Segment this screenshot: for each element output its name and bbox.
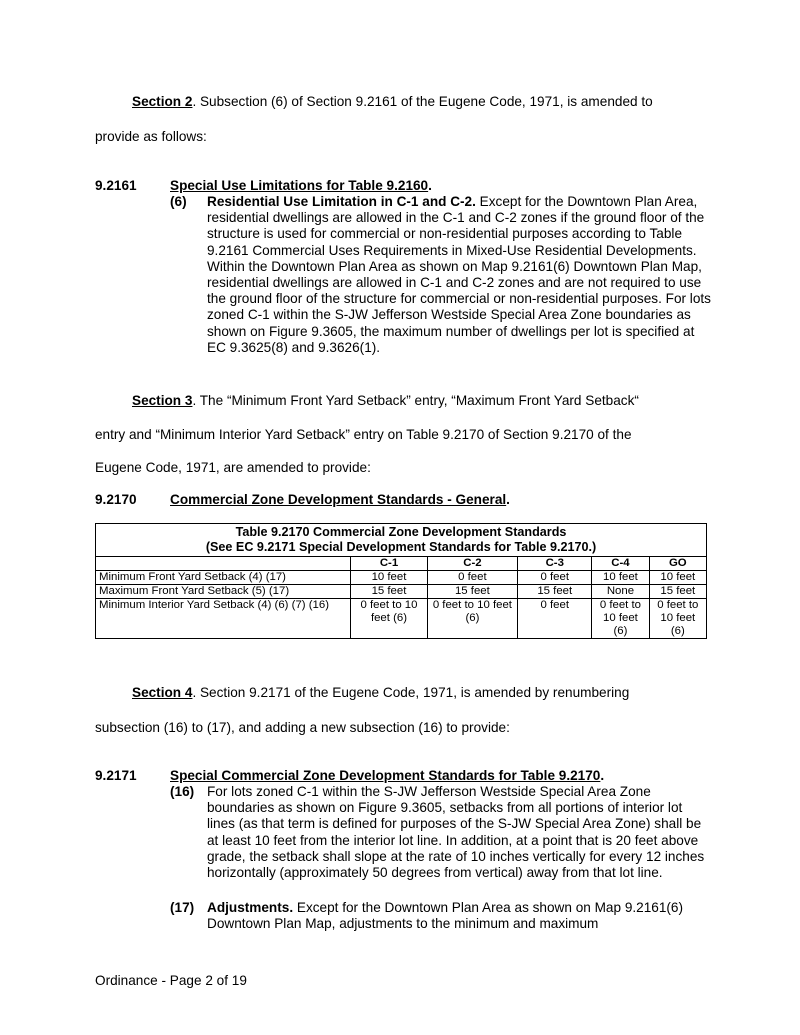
section-4-line: [132, 685, 752, 700]
row-label: Maximum Front Yard Setback (5) (17): [96, 585, 351, 599]
table-row: [96, 571, 707, 585]
subsection-16-number: (16): [170, 784, 195, 799]
code-9-2171-title: Special Commercial Zone Development Standards for Table 9.2170: [170, 768, 601, 783]
table-cell: 15 feet: [518, 585, 592, 599]
subsection-6-title: Residential Use Limitation in C-1 and C-2.: [207, 194, 476, 209]
section-3-line-3: Eugene Code, 1971, are amended to provide:: [95, 460, 371, 475]
table-cell: 10 feet: [649, 571, 706, 585]
table-title-line-1: Table 9.2170 Commercial Zone Development Standards: [235, 525, 567, 539]
table-cell: 0 feet: [518, 571, 592, 585]
subsection-6-body: Except for the Downtown Plan Area, residential dwellings are allowed in the C-1 and C-2 zones if the ground floor of the structure is used for commercial or non-residential purposes according to Table 9.2161 Commercial Uses Requirements in Mixed-Use Residential Developments. Within the Downtown Plan Area as shown on Map 9.2161(6) Downtown Plan Map, residential dwellings are allowed in C-1 and C-2 zones and are not required to use the ground floor of the structure for commercial or non-residential purposes. For lots zoned C-1 within the S-JW Jefferson Westside Special Area Zone boundaries as shown on Figure 9.3605, the maximum number of dwellings per lot is specified at EC 9.3625(8) and 9.3626(1).: [207, 194, 711, 355]
column-header: C-2: [427, 557, 518, 571]
code-9-2170-number: 9.2170: [95, 492, 137, 507]
subsection-17-text: [207, 900, 712, 932]
table-title-line-2: (See EC 9.2171 Special Development Standards for Table 9.2170.): [205, 540, 597, 554]
section-2-continuation: provide as follows:: [95, 129, 207, 144]
subsection-6-text: [207, 194, 712, 356]
table-title: [96, 524, 707, 557]
code-9-2161-heading: Special Use Limitations for Table 9.2160.: [170, 178, 432, 193]
section-3-line: [132, 393, 752, 408]
section-4-continuation: subsection (16) to (17), and adding a new subsection (16) to provide:: [95, 720, 510, 735]
subsection-17-body: Except for the Downtown Plan Area as shown on Map 9.2161(6) Downtown Plan Map, adjustments to the minimum and maximum: [207, 900, 684, 932]
section-3-text: . The “Minimum Front Yard Setback” entry, “Maximum Front Yard Setback“: [192, 393, 639, 408]
section-2-text: . Subsection (6) of Section 9.2161 of the Eugene Code, 1971, is amended to: [192, 94, 653, 109]
code-9-2170-heading: Commercial Zone Development Standards - General.: [170, 492, 510, 507]
column-header: C-4: [592, 557, 649, 571]
code-9-2170-title: Commercial Zone Development Standards - General: [170, 492, 507, 507]
section-4-label: Section 4: [132, 685, 193, 700]
table-cell: 0 feet to 10 feet (6): [649, 599, 706, 639]
table-cell: 0 feet to 10 feet (6): [427, 599, 518, 639]
table-title-row: [96, 524, 707, 557]
section-3-label: Section 3: [132, 393, 193, 408]
code-9-2161-number: 9.2161: [95, 178, 137, 193]
subsection-17-number: (17): [170, 900, 195, 915]
column-header: C-1: [351, 557, 427, 571]
table-header-row: [96, 557, 707, 571]
section-2-label: Section 2: [132, 94, 193, 109]
table-cell: 15 feet: [649, 585, 706, 599]
table-cell: 15 feet: [427, 585, 518, 599]
table-cell: 0 feet to 10 feet (6): [592, 599, 649, 639]
table-cell: 0 feet: [427, 571, 518, 585]
table-row: [96, 585, 707, 599]
column-header: GO: [649, 557, 706, 571]
section-4-text: . Section 9.2171 of the Eugene Code, 1971, is amended by renumbering: [192, 685, 630, 700]
table-cell: 0 feet to 10 feet (6): [351, 599, 427, 639]
code-9-2171-number: 9.2171: [95, 768, 137, 783]
table-header-blank: [96, 557, 351, 571]
subsection-16-text: For lots zoned C-1 within the S-JW Jefferson Westside Special Area Zone boundaries as shown on Figure 9.3605, setbacks from all portions of interior lot lines (as that term is defined for purposes of the S-JW Special Area Zone) shall be at least 10 feet from the interior lot line. In addition, at a point that is 20 feet above grade, the setback shall slope at the rate of 10 inches vertically for every 12 inches horizontally (approximately 50 degrees from vertical) away from that lot line.: [207, 784, 705, 881]
table-cell: 15 feet: [351, 585, 427, 599]
row-label: Minimum Front Yard Setback (4) (17): [96, 571, 351, 585]
code-9-2161-title: Special Use Limitations for Table 9.2160: [170, 178, 429, 193]
table-cell: 10 feet: [592, 571, 649, 585]
subsection-6-number: (6): [170, 194, 187, 209]
table-row: [96, 599, 707, 639]
commercial-standards-table: [95, 523, 707, 639]
table-cell: None: [592, 585, 649, 599]
table-cell: 0 feet: [518, 599, 592, 639]
row-label: Minimum Interior Yard Setback (4) (6) (7) (16): [96, 599, 351, 639]
subsection-17-title: Adjustments.: [207, 900, 294, 915]
code-9-2171-heading: Special Commercial Zone Development Standards for Table 9.2170.: [170, 768, 605, 783]
section-3-line-2: entry and “Minimum Interior Yard Setback” entry on Table 9.2170 of Section 9.2170 of the: [95, 427, 632, 442]
table-cell: 10 feet: [351, 571, 427, 585]
page-footer: Ordinance - Page 2 of 19: [95, 973, 247, 988]
column-header: C-3: [518, 557, 592, 571]
section-2-line: [132, 94, 752, 109]
